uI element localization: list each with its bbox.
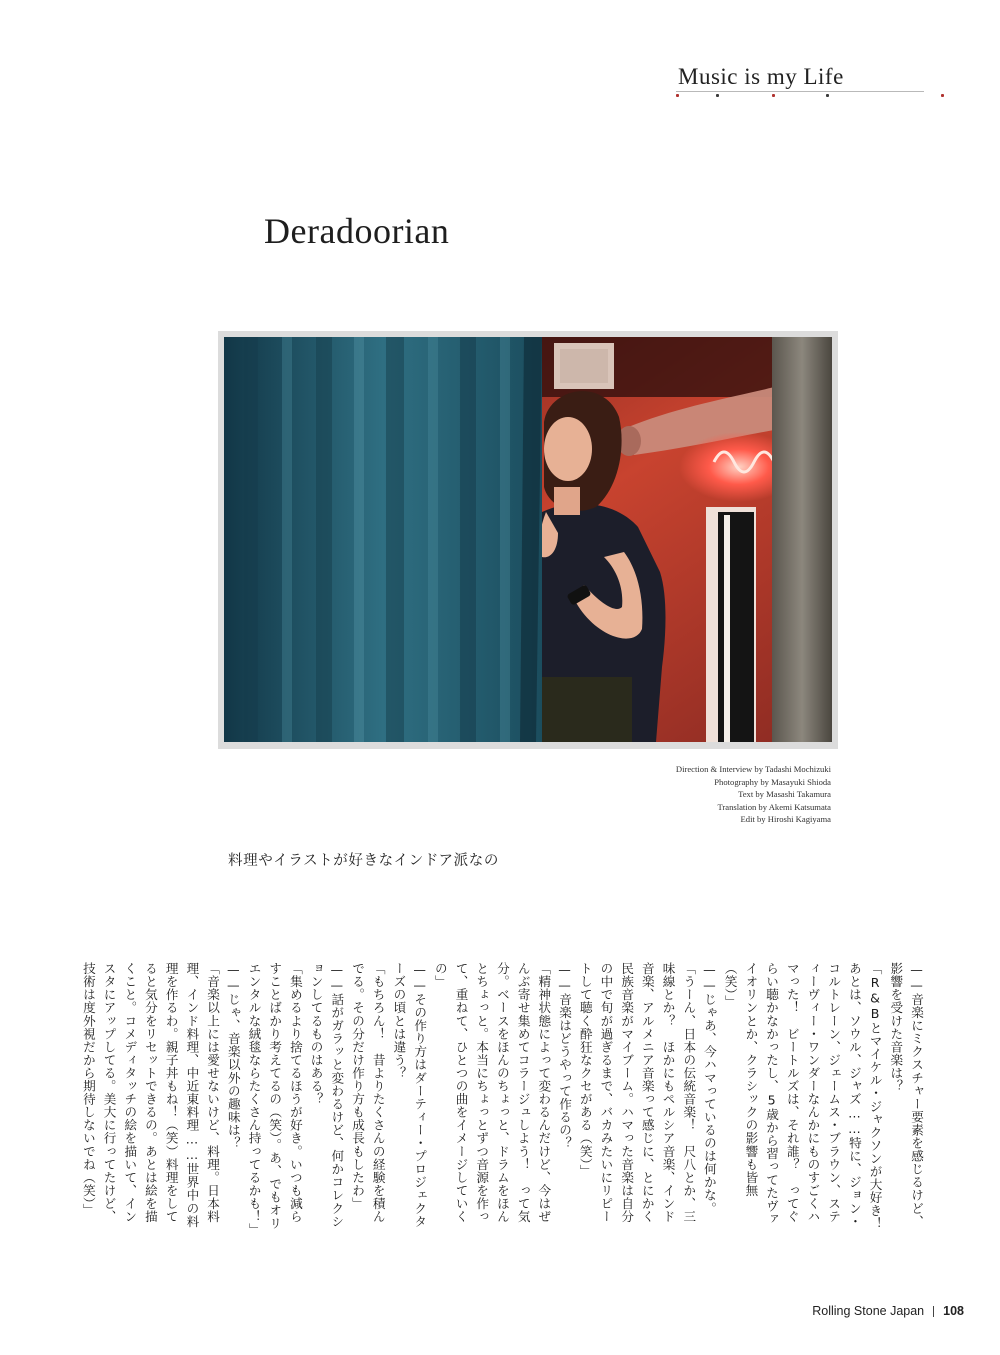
credit-line: Photography by Masayuki Shioda [714, 776, 831, 787]
page-footer [812, 1304, 964, 1318]
accent-dot [772, 94, 775, 97]
answer: 「もちろん！ 昔よりたくさんの経験を積んでる。その分だけ作り方も成長もしたわ」 [350, 962, 386, 1223]
credit-line: Direction & Interview by Tadashi Mochizuki [675, 764, 831, 774]
answer: 「うーん、日本の伝統音楽！ 尺八とか、三味線とか？ ほかにもペルシア音楽、インド音楽、アルメニア音楽って感じに、とにかく民族音楽がマイブーム。ハマった音楽は自分の中で旬が過ぎるまで、バカみたいにリピートして聴く酔狂なクセがある（笑）」 [577, 962, 697, 1223]
question: ——じゃあ、今ハマっているのは何かな。 [701, 962, 717, 1215]
page-number: 108 [943, 1304, 964, 1318]
face [544, 417, 592, 481]
footer-divider [933, 1306, 934, 1317]
accent-dot [716, 94, 719, 97]
velvet-curtain [224, 337, 542, 742]
question: ——じゃ、音楽以外の趣味は？ [225, 962, 241, 1150]
artist-photo [224, 337, 832, 742]
question: ——話がガラッと変わるけど、何かコレクションしてるものはある？ [308, 962, 345, 1228]
interview-body [80, 962, 926, 1237]
article-title: Deradoorian [264, 211, 450, 251]
credits [676, 763, 831, 826]
photo-frame [218, 331, 838, 749]
credit-line: Text by Masashi Takamura [738, 789, 831, 800]
accent-dot [941, 94, 944, 97]
accent-dot [826, 94, 829, 97]
lead-headline: 料理やイラストが好きなインドア派なの [228, 853, 499, 869]
accent-dot [676, 94, 679, 97]
credit-line: Edit by Hiroshi Kagiyama [740, 814, 831, 825]
question: ——その作り方はダーティー・プロジェクターズの頃とは違う？ [391, 962, 428, 1228]
question: ——音楽にミクスチャー要素を感じるけど、影響を受けた音楽は？ [888, 962, 924, 1228]
wall-box-panel [560, 349, 608, 383]
answer: 「R&Bとマイケル・ジャクソンが大好き！あとは、ソウル、ジャズ……特に、ジョン・コルトレーン、ジェームス・ブラウン、スティーヴィー・ワンダーなんかにものすごくハマった！ ビートルズは、それ誰？ ってぐらい聴かなかったし、5歳から習ってたヴァイオリンとか、クラシックの影響も皆無（笑）」 [722, 962, 883, 1231]
question: ——音楽はどうやって作るの？ [557, 962, 573, 1150]
skirt [542, 677, 632, 742]
section-header [676, 62, 944, 94]
section-title: Music is my Life [678, 64, 844, 89]
concrete-pillar [772, 337, 832, 742]
answer: 「集めるより捨てるほうが好き。いつも減らすことばかり考えてるの（笑）。あ、でもオリエンタルな絨毯ならたくさん持ってるかも！」 [246, 962, 303, 1237]
answer: 「精神状態によって変わるんだけど、今はぜんぶ寄せ集めてコラージュしよう！ って気分。ベースをほんのちょっと、ドラムをほんとちょっと。本当にちょっとずつ音源を作って、重ねて、ひとつの曲をイメージしていくの」 [432, 962, 552, 1223]
magazine-name: Rolling Stone Japan [812, 1304, 925, 1318]
section-dots [676, 92, 944, 98]
door-dark [718, 512, 754, 742]
door-edge [724, 515, 730, 742]
answer: 「音楽以上には愛せないけど、料理。日本料理、インド料理、中近東料理……世界中の料理を作るわ。親子丼もね！（笑）料理をしてると気分をリセットできるの。あとは絵を描くこと。コメディタッチの絵を描いて、インスタにアップしてる。美大に行ってたけど、技術は度外視だから期待しないでね（笑）」 [80, 962, 221, 1228]
credit-line: Translation by Akemi Katsumata [717, 801, 831, 812]
neck [554, 487, 580, 515]
